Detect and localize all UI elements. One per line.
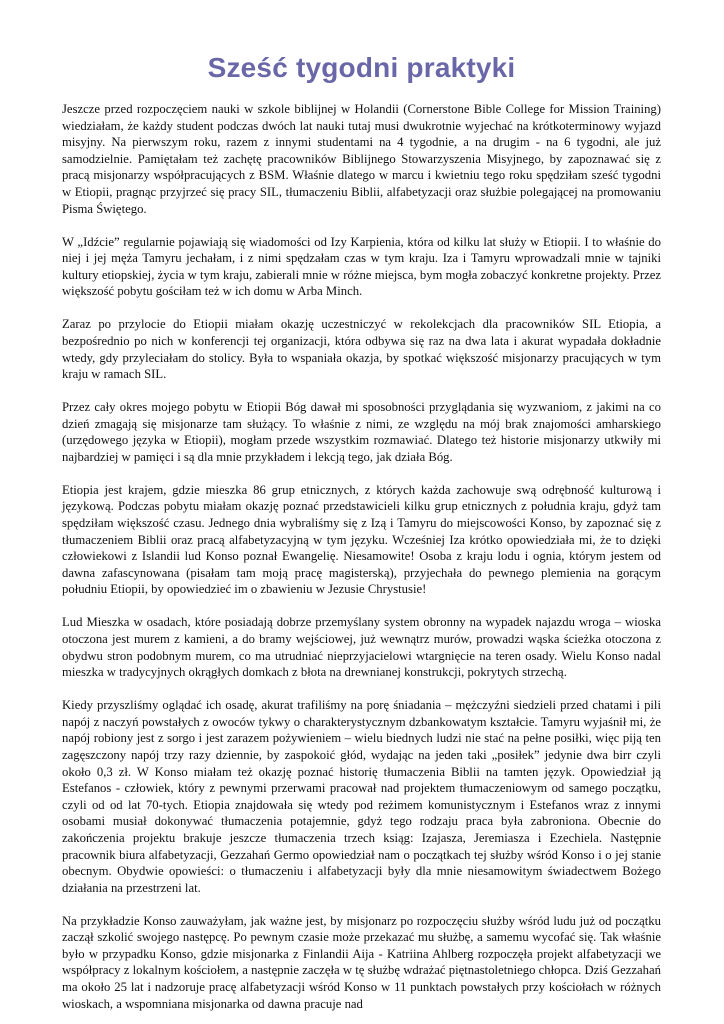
paragraph: Przez cały okres mojego pobytu w Etiopii Bóg dawał mi sposobności przyglądania się wyzwaniom, z jakimi na co dzień zmagają się misjonarze tam służący. To właśnie z nimi, ze względu na mój brak znajomości amharskiego (urzędowego języka w Etiopii), mogłam przede wszystkim rozmawiać. Dlatego też historie misjonarzy utkwiły mi najbardziej w pamięci i są dla mnie przykładem i lekcją tego, jak działa Bóg. [62,400,661,464]
page-title: Sześć tygodni praktyki [207,52,516,83]
paragraph: Lud Mieszka w osadach, które posiadają dobrze przemyślany system obronny na wypadek najazdu wroga – wioska otoczona jest murem z kamieni, a do bramy wejściowej, już wewnątrz murów, prowadzi wąska ścieżka otoczona z obydwu stron podobnym murem, co ma utrudniać nieprzyjacielowi wtargnięcie na teren osady. Wielu Konso nadal mieszka w tradycyjnych okrągłych domkach z błota na drewnianej konstrukcji, pokrytych strzechą. [62,615,661,680]
article-body [62,101,661,1012]
paragraph: Zaraz po przylocie do Etiopii miałam okazję uczestniczyć w rekolekcjach dla pracowników SIL Etiopia, a bezpośrednio po nich w konferencji tej organizacji, która odbywa się raz na dwa lata i akurat wypadała dokładnie wtedy, gdy przyleciałam do stolicy. Była to wspaniała okazja, by spotkać większość misjonarzy pracujących w tym kraju w ramach SIL. [62,317,661,382]
paragraph: Na przykładzie Konso zauważyłam, jak ważne jest, by misjonarz po rozpoczęciu służby wśród ludu już od początku zaczął szkolić swojego następcę. Po pewnym czasie może przekazać mu służbę, a samemu wycofać się. Tak właśnie było w przypadku Konso, gdzie misjonarka z Finlandii Aija - Katriina Ahlberg rozpoczęła projekt alfabetyzacji we współpracy z lokalnym kościołem, a następnie zaczęła w tę służbę wdrażać piętnastoletniego chłopca. Dziś Gezzahań ma około 25 lat i nadzoruje pracę alfabetyzacji wśród Konso w 11 punktach powstałych przy kościołach w różnych wioskach, a wspomniana misjonarka od dawna pracuje nad [62,913,661,1011]
paragraph: W „Idźcie” regularnie pojawiają się wiadomości od Izy Karpienia, która od kilku lat służy w Etiopii. I to właśnie do niej i jej męża Tamyru jechałam, i z nimi spędzałam czas w tym kraju. Iza i Tamyru wprowadzali mnie w tajniki kultury etiopskiej, życia w tym kraju, zabierali mnie w różne miejsca, bym mogła zobaczyć konkretne projekty. Przez większość pobytu gościłam też w ich domu w Arba Minch. [62,234,661,299]
paragraph: Etiopia jest krajem, gdzie mieszka 86 grup etnicznych, z których każda zachowuje swą odrębność kulturową i językową. Podczas pobytu miałam okazję poznać przedstawicieli kilku grup etnicznych z południa kraju, gdyż tam spędziłam większość czasu. Jednego dnia wybraliśmy się z Izą i Tamyru do miejscowości Konso, by zapoznać się z tłumaczeniem Biblii oraz pracą alfabetyzacyjną w tym języku. Wcześniej Iza krótko opowiedziała mi, że to dzięki człowiekowi z Islandii lud Konso poznał Ewangelię. Niesamowite! Osoba z kraju lodu i ognia, którym jestem od dawna zafascynowana (pisałam tam moją pracę magisterską), przyjechała do pewnego plemienia na gorącym południu Etiopii, by opowiedzieć im o zbawieniu w Jezusie Chrystusie! [62,482,661,597]
paragraph: Jeszcze przed rozpoczęciem nauki w szkole biblijnej w Holandii (Cornerstone Bible College for Mission Training) wiedziałam, że każdy student podczas dwóch lat nauki tutaj musi dwukrotnie wyjechać na krótkoterminowy wyjazd misyjny. Na pierwszym roku, razem z innymi studentami na 4 tygodnie, a na drugim - na 6 tygodni, ale już samodzielnie. Pamiętałam też zachętę pracowników Biblijnego Stowarzyszenia Misyjnego, by zapoznawać się z pracą misjonarzy współpracujących z BSM. Właśnie dlatego w marcu i kwietniu tego roku spędziłam sześć tygodni w Etiopii, pragnąc przyjrzeć się pracy SIL, tłumaczeniu Biblii, alfabetyzacji oraz służbie polegającej na promowaniu Pisma Świętego. [62,102,661,216]
paragraph: Kiedy przyszliśmy oglądać ich osadę, akurat trafiliśmy na porę śniadania – mężczyźni siedzieli przed chatami i pili napój z naczyń powstałych z owoców tykwy o charakterystycznym dzbankowatym kształcie. Tamyru wyjaśnił mi, że napój robiony jest z sorgo i jest zarazem pożywieniem – wielu biednych ludzi nie stać na pełne posiłki, więc piją ten zagęszczony napój trzy razy dziennie, by zaspokoić głód, wydając na jeden taki „posiłek” jedynie dwa birr czyli około 0,3 zł. W Konso miałam też okazję poznać historię tłumaczenia Biblii na tamten język. Opowiedział ją Estefanos - człowiek, który z pewnymi przerwami pracował nad projektem tłumaczeniowym od samego początku, czyli od od lat 70-tych. Etiopia znajdowała się wtedy pod reżimem komunistycznym i Estefanos wraz z innymi osobami musiał dokonywać tłumaczenia potajemnie, gdyż tego rodzaju praca była zabroniona. Obecnie do zakończenia projektu brakuje jeszcze tłumaczenia trzech ksiąg: Izajasza, Jeremiasza i Ezechiela. Następnie pracownik biura alfabetyzacji, Gezzahań Germo opowiedział nam o początkach tej służby wśród Konso i o jej stanie obecnym. Obydwie opowieści: o tłumaczeniu i alfabetyzacji były dla mnie niesamowitym świadectwem Bożego działania na przestrzeni lat. [62,698,661,895]
